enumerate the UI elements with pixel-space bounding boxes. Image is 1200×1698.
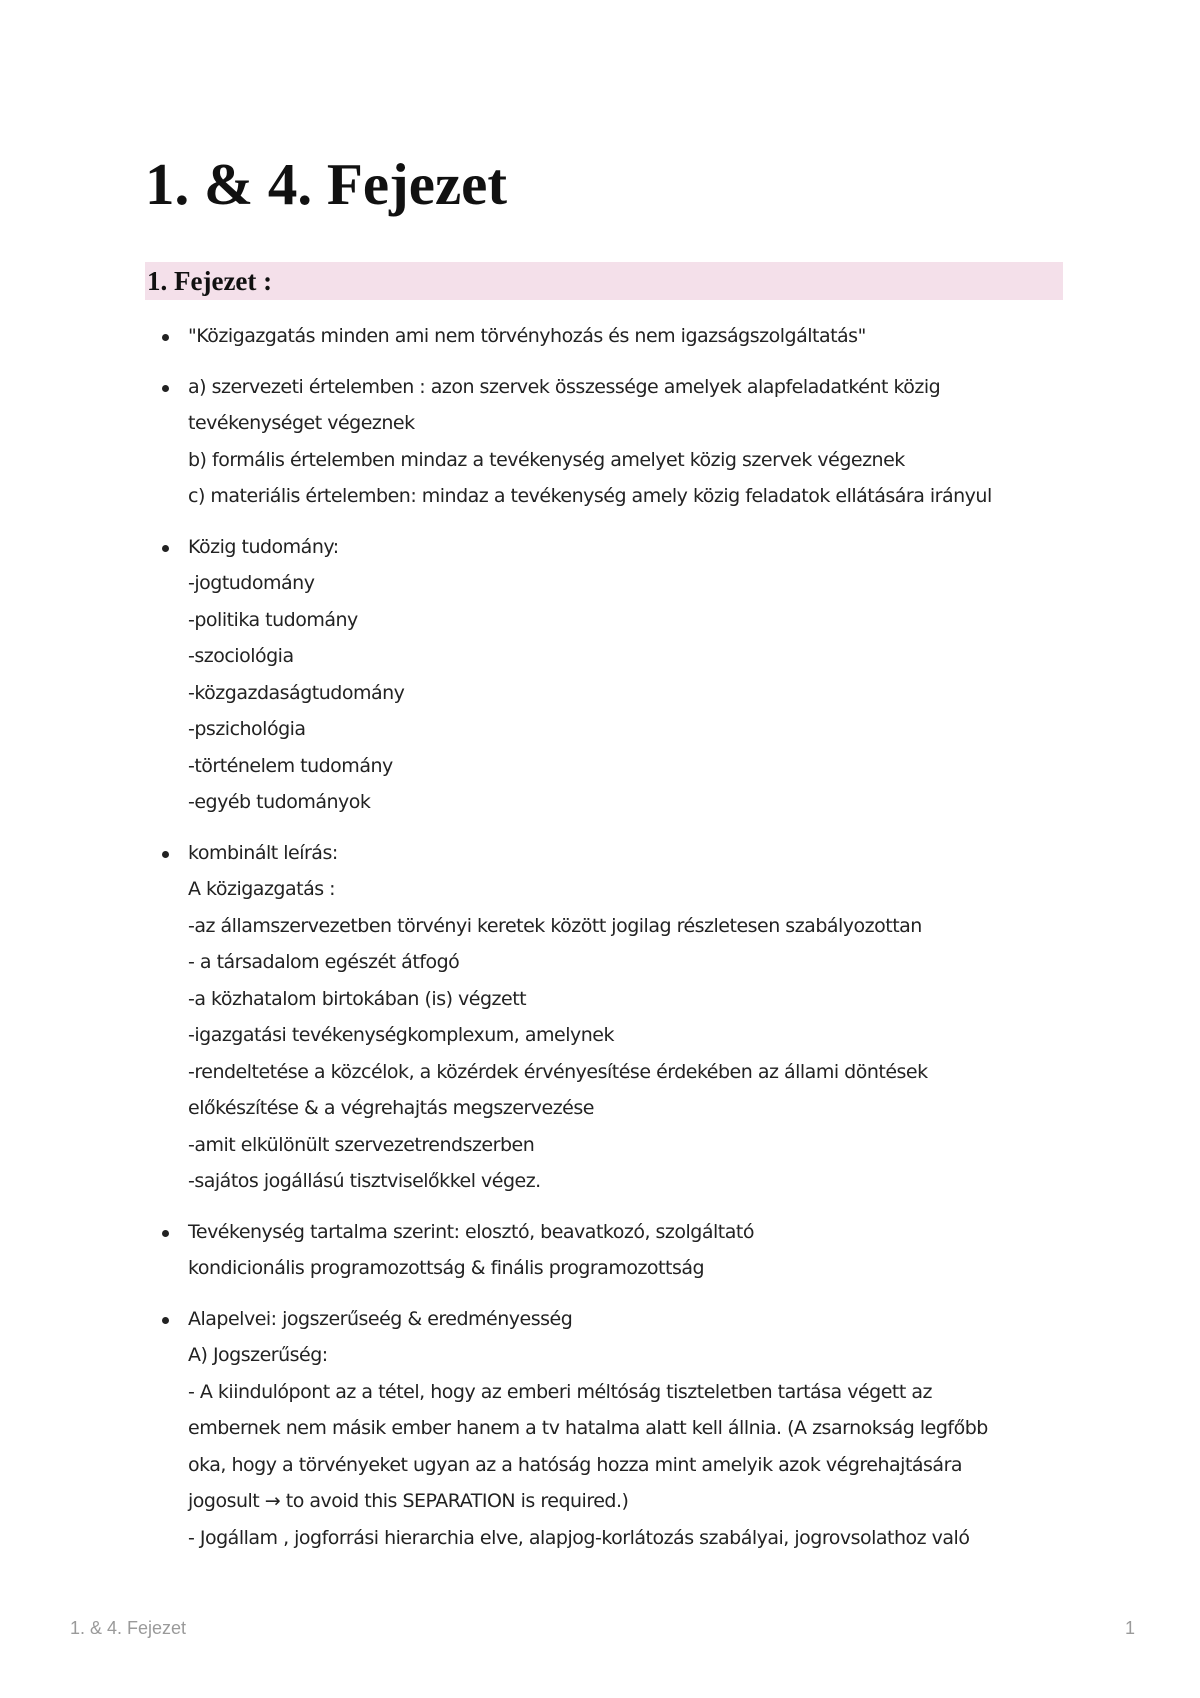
text-line: -történelem tudomány bbox=[188, 754, 393, 777]
text-line: -közgazdaságtudomány bbox=[188, 681, 405, 704]
text-line: Közig tudomány: bbox=[188, 535, 339, 558]
list-item bbox=[188, 529, 1088, 821]
text-line: - A kiindulópont az a tétel, hogy az emberi méltóság tiszteletben tartása végett az bbox=[188, 1380, 932, 1403]
text-line: előkészítése & a végrehajtás megszervezése bbox=[188, 1097, 594, 1119]
text-line: -politika tudomány bbox=[188, 608, 358, 631]
text-line: -a közhatalom birtokában (is) végzett bbox=[188, 987, 527, 1010]
text-line: c) materiális értelemben: mindaz a tevékenység amely közig feladatok ellátására irányul bbox=[188, 485, 992, 507]
text-line: -szociológia bbox=[188, 645, 294, 667]
text-line: -jogtudomány bbox=[188, 572, 315, 594]
text-line: -az államszervezetben törvényi keretek között jogilag részletesen szabályozottan bbox=[188, 914, 922, 937]
text-line: -egyéb tudományok bbox=[188, 791, 371, 813]
text-line: -rendeltetése a közcélok, a közérdek érvényesítése érdekében az állami döntések bbox=[188, 1060, 928, 1083]
bullet-list bbox=[188, 318, 1088, 1570]
text-line: -pszichológia bbox=[188, 718, 306, 740]
text-line: kondicionális programozottság & finális programozottság bbox=[188, 1257, 705, 1279]
text-line: A közigazgatás : bbox=[188, 878, 336, 900]
text-line: -sajátos jogállású tisztviselőkkel végez. bbox=[188, 1170, 541, 1192]
text-line: jogosult → to avoid this SEPARATION is required.) bbox=[188, 1490, 629, 1512]
list-item bbox=[188, 835, 1088, 1200]
text-line: - Jogállam , jogforrási hierarchia elve, alapjog-korlátozás szabályai, jogrovsolathoz való bbox=[188, 1526, 970, 1549]
text-line: b) formális értelemben mindaz a tevékenység amelyet közig szervek végeznek bbox=[188, 448, 905, 471]
text-line: tevékenységet végeznek bbox=[188, 412, 415, 434]
text-line: embernek nem másik ember hanem a tv hatalma alatt kell állnia. (A zsarnokság legfőbb bbox=[188, 1417, 988, 1439]
text-line: kombinált leírás: bbox=[188, 841, 338, 864]
text-line: a) szervezeti értelemben : azon szervek összessége amelyek alapfeladatként közig bbox=[188, 375, 941, 398]
text-line: -igazgatási tevékenységkomplexum, amelynek bbox=[188, 1024, 614, 1046]
section-heading: 1. Fejezet : bbox=[145, 262, 1063, 300]
footer-title: 1. & 4. Fejezet bbox=[70, 1618, 187, 1638]
list-item bbox=[188, 318, 1088, 355]
page-title: 1. & 4. Fejezet bbox=[145, 151, 507, 217]
text-line: A) Jogszerűség: bbox=[188, 1344, 328, 1366]
page-number: 1 bbox=[1124, 1618, 1135, 1638]
text-line: -amit elkülönült szervezetrendszerben bbox=[188, 1133, 535, 1156]
text-line: "Közigazgatás minden ami nem törvényhozás és nem igazságszolgáltatás" bbox=[188, 325, 866, 347]
text-line: Alapelvei: jogszerűseég & eredményesség bbox=[188, 1307, 573, 1330]
text-line: Tevékenység tartalma szerint: elosztó, beavatkozó, szolgáltató bbox=[188, 1220, 754, 1243]
list-item bbox=[188, 369, 1088, 515]
list-item bbox=[188, 1301, 1088, 1557]
text-line: - a társadalom egészét átfogó bbox=[188, 951, 460, 973]
list-item bbox=[188, 1214, 1088, 1287]
text-line: oka, hogy a törvényeket ugyan az a hatóság hozza mint amelyik azok végrehajtására bbox=[188, 1453, 963, 1476]
